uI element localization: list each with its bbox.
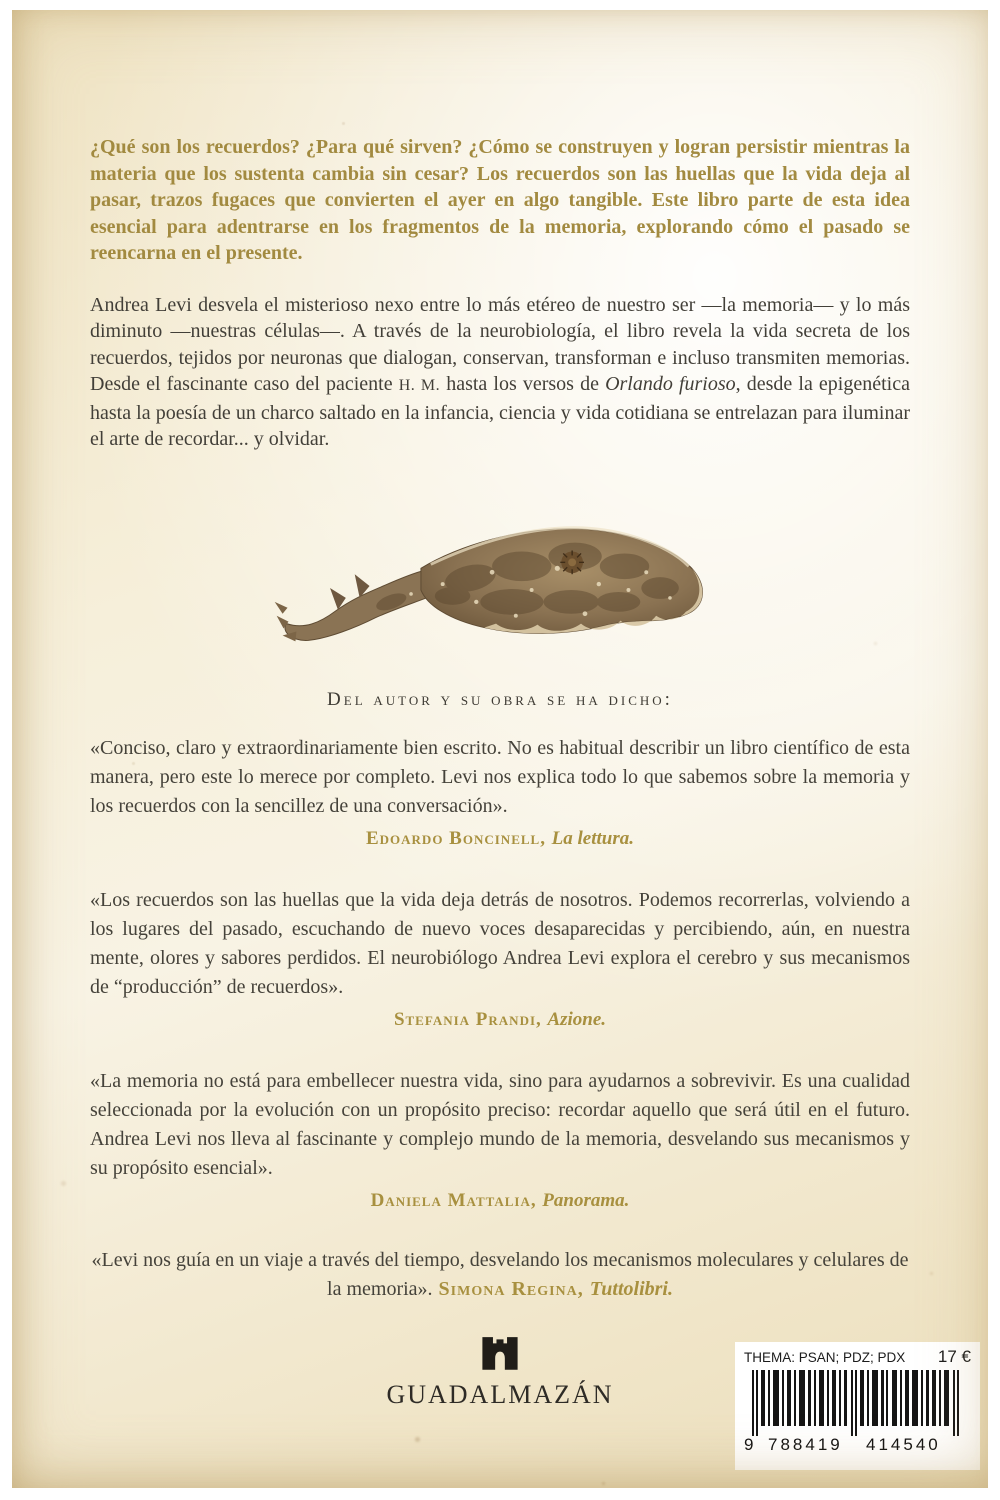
- patient-initials: H. M.: [398, 377, 441, 394]
- reviewer-name: Simona Regina,: [438, 1277, 584, 1300]
- book-back-cover: [12, 10, 988, 1488]
- review-quote: [90, 734, 910, 850]
- quote-text: «Levi nos guía en un viaje a través del tiempo, desvelando los mecanismos moleculares y celulares de la memoria».: [91, 1248, 909, 1300]
- cover-text-column: [12, 10, 988, 1304]
- reviewer-name: Daniela Mattalia,: [370, 1189, 537, 1211]
- barcode-digits-right: 414540: [866, 1435, 941, 1454]
- quote-attribution: [90, 1009, 910, 1031]
- barcode: [744, 1370, 971, 1454]
- reviewer-name: Stefania Prandi,: [393, 1008, 542, 1030]
- publication-name: Panorama.: [542, 1189, 630, 1211]
- publication-name: La lettura.: [551, 827, 634, 849]
- quote-text: «La memoria no está para embellecer nuestra vida, sino para ayudarnos a sobrevivir. Es una cualidad seleccionada por la evolución con un propósito preciso: recordar aquello que será útil en el futuro. Andrea Levi nos lleva al fascinante y complejo mundo de la memoria, desvelando sus mecanismos y su propósito esencial».: [90, 1069, 910, 1179]
- rosette-detail: [560, 550, 584, 574]
- quote-attribution: [90, 828, 910, 850]
- quote-text: «Los recuerdos son las huellas que la vida deja detrás de nosotros. Podemos recorrerlas, volviendo a los lugares del pasado, escuchando de nuevo voces desaparecidas y percibiendo, aún, en nuestra mente, olores y sabores perdidos. El neurobiólogo Andrea Levi explora el cerebro y sus mecanismos de “producción” de recuerdos».: [90, 888, 910, 998]
- reviews-heading: Del autor y su obra se ha dicho:: [327, 688, 673, 710]
- barcode-box: [735, 1342, 980, 1470]
- castle-icon: [478, 1332, 522, 1374]
- price-label: 17 €: [937, 1347, 971, 1366]
- barcode-digit-prefix: 9: [744, 1435, 757, 1454]
- thema-classification: THEMA: PSAN; PDZ; PDX: [744, 1350, 906, 1365]
- reviewer-name: Edoardo Boncinell,: [365, 827, 546, 849]
- description-paragraph: [90, 292, 910, 453]
- intro-paragraph: ¿Qué son los recuerdos? ¿Para qué sirven? ¿Cómo se construyen y logran persistir mientras la materia que los sustenta cambia sin cesar? Los recuerdos son las huellas que la vida deja al pasar, trazos fugaces que convierten el ayer en algo tangible. Este libro parte de esta idea esencial para adentrarse en los fragmentos de la memoria, explorando cómo el pasado se reencarna en el presente.: [90, 136, 910, 264]
- description-text: hasta los versos de: [440, 373, 606, 395]
- quote-text: «Conciso, claro y extraordinariamente bien escrito. No es habitual describir un libro científico de esta manera, pero este lo merece por completo. Levi nos explica todo lo que sabemos sobre la memoria y los recuerdos con la sencillez de una conversación».: [90, 736, 910, 817]
- description-text: Andrea Levi desvela el misterioso nexo entre lo más etéreo de nuestro ser —la memoria— y lo más diminuto —nuestras células—. A través de la neurobiología, el libro revela la vida secreta de los recuerdos, tejidos por neuronas que dialogan, conservan, transforman e incluso transmiten memorias. Desde el fascinante caso del paciente: [90, 293, 910, 395]
- review-quote: [90, 1067, 910, 1212]
- publication-name: Tuttolibri.: [589, 1277, 673, 1300]
- sea-slug-illustration: [265, 507, 735, 675]
- description-text: , desde la epigenética hasta la poesía de un charco saltado en la infancia, ciencia y vida cotidiana se entrelazan para iluminar el arte de recordar... y olvidar.: [90, 373, 910, 450]
- sea-slug-drawing: [265, 507, 735, 675]
- barcode-digits-left: 788419: [768, 1435, 843, 1454]
- quote-attribution: [90, 1190, 910, 1212]
- barcode-header: [744, 1347, 971, 1367]
- publisher-name: GUADALMAZÁN: [386, 1380, 614, 1409]
- review-quote-inline: [90, 1246, 910, 1304]
- publication-name: Azione.: [547, 1008, 607, 1030]
- review-quote: [90, 886, 910, 1031]
- book-title-italic: Orlando furioso: [605, 373, 736, 395]
